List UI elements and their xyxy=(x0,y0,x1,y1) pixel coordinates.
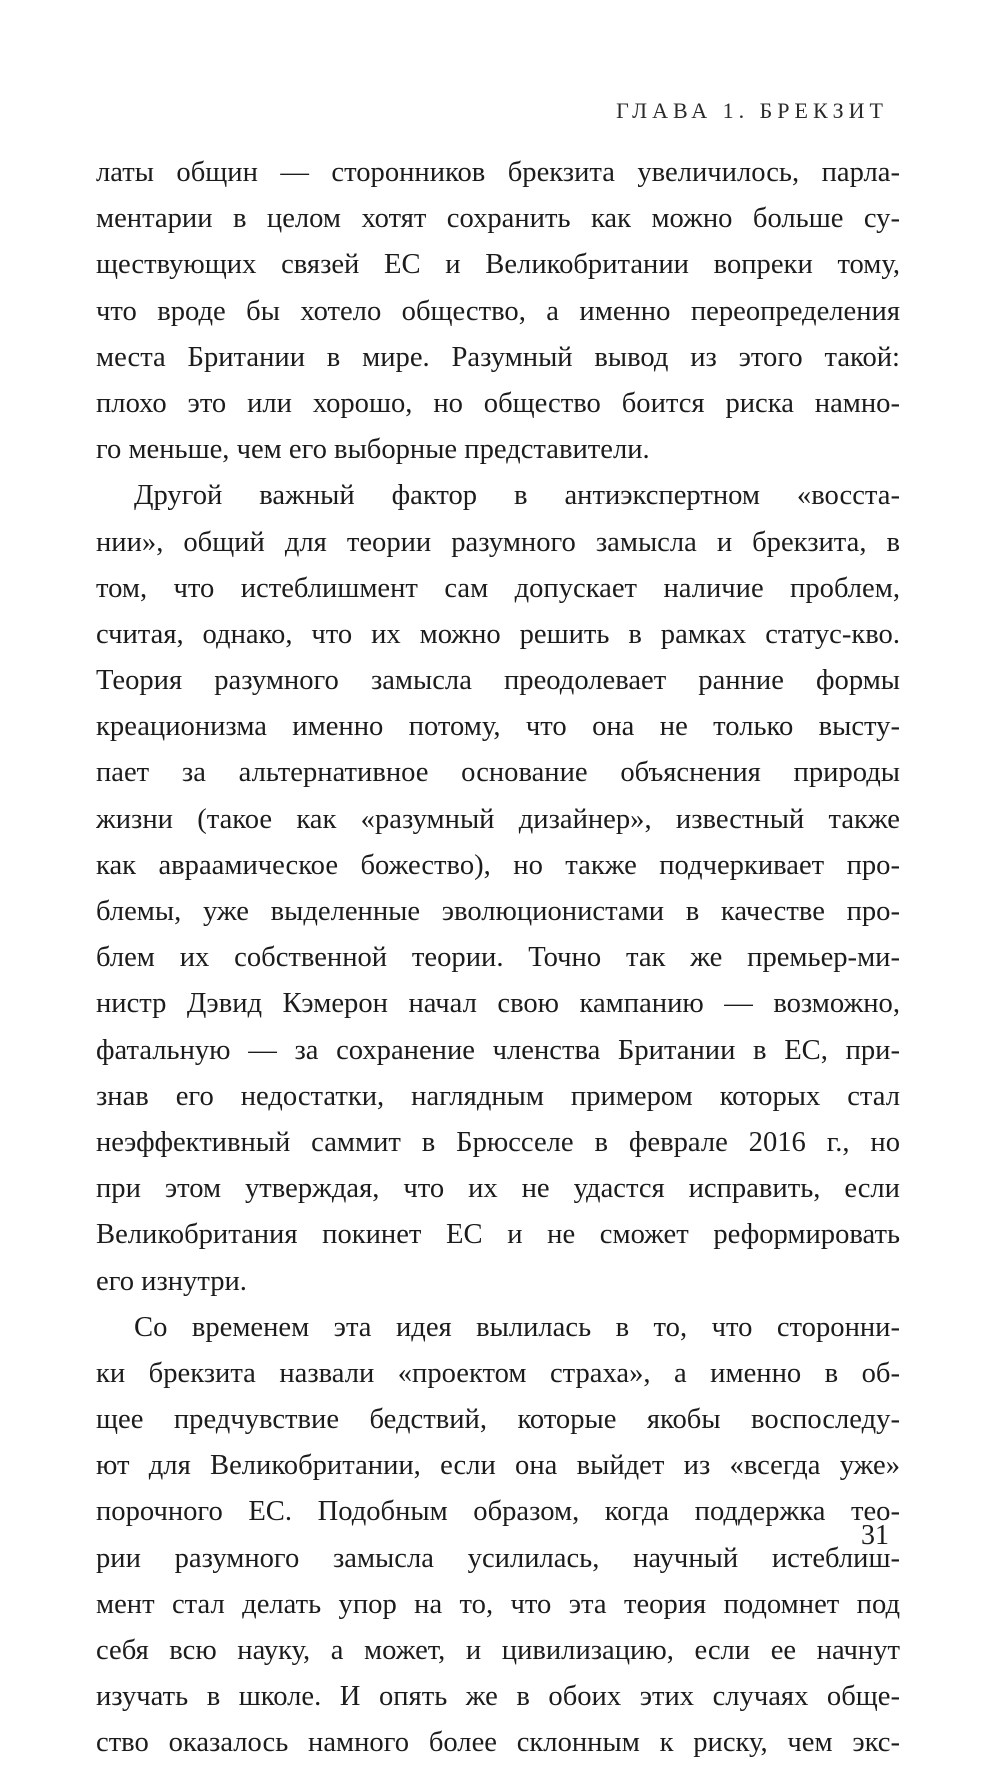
text-line: плохо это или хорошо, но общество боится риска намно- xyxy=(96,387,900,419)
text-line: изучать в школе. И опять же в обоих этих случаях обще- xyxy=(96,1681,900,1713)
text-line: ство оказалось намного более склонным к риску, чем экс- xyxy=(96,1727,900,1759)
running-head: ГЛАВА 1. БРЕКЗИТ xyxy=(616,98,888,123)
text-line: ют для Великобритании, если она выйдет из «всегда уже» xyxy=(96,1450,900,1482)
text-line: креационизма именно потому, что она не только высту- xyxy=(96,711,900,743)
text-line: неэффективный саммит в Брюсселе в феврале 2016 г., но xyxy=(96,1126,900,1158)
text-line: ществующих связей ЕС и Великобритании вопреки тому, xyxy=(96,249,900,281)
text-line: Другой важный фактор в антиэкспертном «восста- xyxy=(134,480,900,512)
text-line: ментарии в целом хотят сохранить как можно больше су- xyxy=(96,203,900,235)
text-line: что вроде бы хотело общество, а именно переопределения xyxy=(96,295,900,327)
text-line: порочного ЕС. Подобным образом, когда поддержка тео- xyxy=(96,1496,900,1528)
text-line: нии», общий для теории разумного замысла и брекзита, в xyxy=(96,526,900,558)
text-line: жизни (такое как «разумный дизайнер», известный также xyxy=(96,803,900,835)
text-line: себя всю науку, а может, и цивилизацию, если ее начнут xyxy=(96,1635,900,1666)
text-line: считая, однако, что их можно решить в рамках статус-кво. xyxy=(96,618,900,650)
text-line: ки брекзита назвали «проектом страха», а именно в об- xyxy=(96,1357,900,1389)
text-line: блем их собственной теории. Точно так же премьер-ми- xyxy=(96,942,900,974)
text-line: щее предчувствие бедствий, которые якобы воспоследу- xyxy=(96,1404,900,1436)
body-text xyxy=(96,150,900,1767)
text-line: том, что истеблишмент сам допускает наличие проблем, xyxy=(96,572,900,604)
text-line: его изнутри. xyxy=(96,1265,247,1297)
text-line: места Британии в мире. Разумный вывод из этого такой: xyxy=(96,341,900,373)
text-line: Теория разумного замысла преодолевает ранние формы xyxy=(96,665,900,697)
text-line: мент стал делать упор на то, что эта теория подомнет под xyxy=(96,1588,900,1620)
text-line: рии разумного замысла усилилась, научный истеблиш- xyxy=(96,1542,900,1574)
page-number: 31 xyxy=(861,1520,889,1551)
text-line: Великобритания покинет ЕС и не сможет реформировать xyxy=(96,1219,900,1251)
paragraph-3 xyxy=(96,1305,900,1767)
paragraph-2 xyxy=(96,473,900,1304)
text-line: фатальную — за сохранение членства Британии в ЕС, при- xyxy=(96,1034,900,1066)
text-line: при этом утверждая, что их не удастся исправить, если xyxy=(96,1173,900,1205)
paragraph-1 xyxy=(96,150,900,473)
text-line: го меньше, чем его выборные представители. xyxy=(96,434,650,466)
text-line: Со временем эта идея вылилась в то, что сторонни- xyxy=(134,1311,900,1343)
text-line: латы общин — сторонников брекзита увеличилось, парла- xyxy=(96,157,900,188)
text-line: блемы, уже выделенные эволюционистами в качестве про- xyxy=(96,896,900,927)
text-line: пает за альтернативное основание объяснения природы xyxy=(96,757,900,789)
text-line: знав его недостатки, наглядным примером которых стал xyxy=(96,1080,900,1112)
text-line: нистр Дэвид Кэмерон начал свою кампанию — возможно, xyxy=(96,988,900,1020)
text-line: как авраамическое божество), но также подчеркивает про- xyxy=(96,849,900,881)
